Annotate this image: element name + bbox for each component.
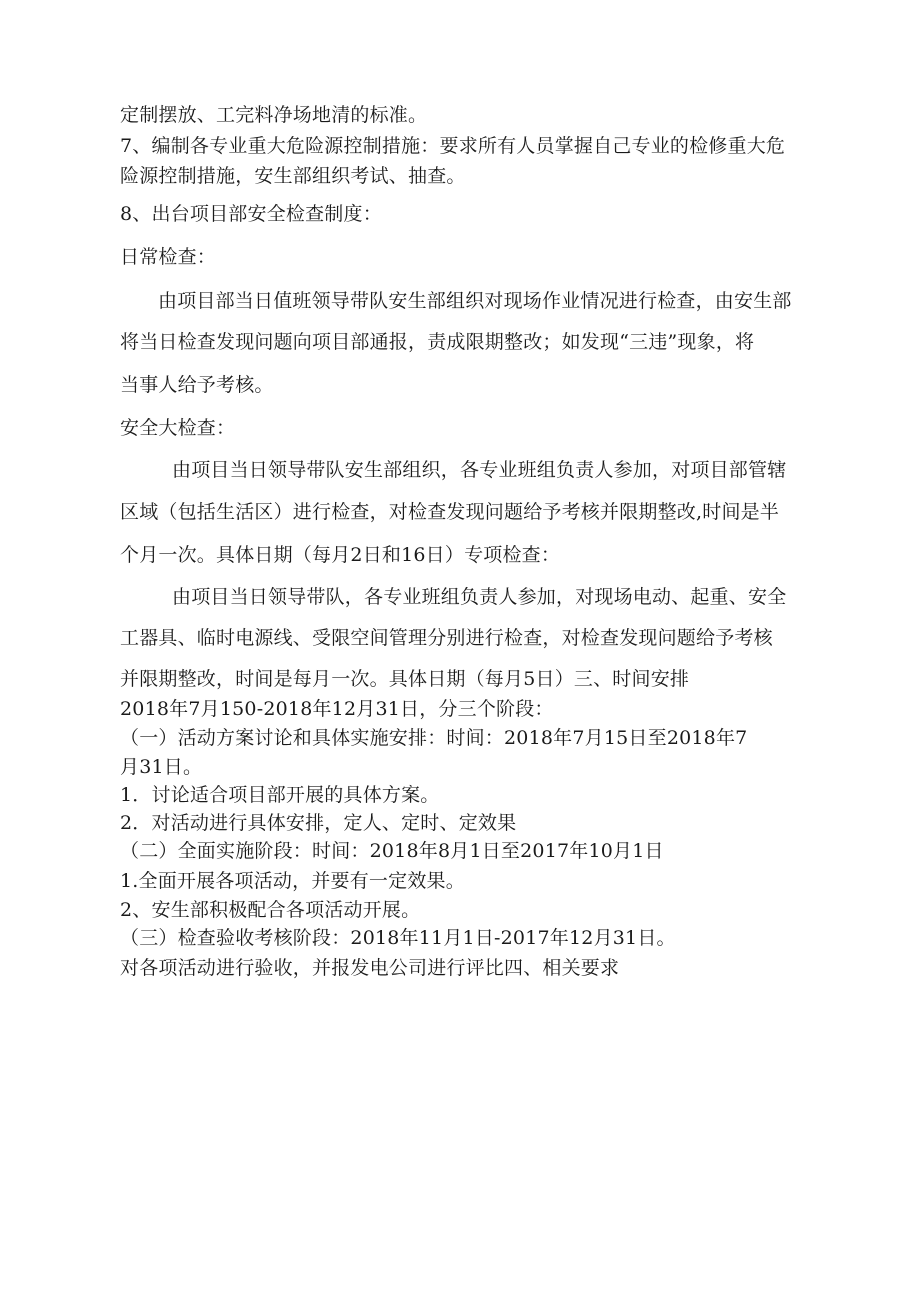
text-line: 8、出台项目部安全检查制度： <box>120 203 382 225</box>
text-line: 对各项活动进行验收，并报发电公司进行评比四、相关要求 <box>120 957 620 979</box>
text-line: 月31日。 <box>120 756 203 778</box>
text-line: 工器具、临时电源线、受限空间管理分别进行检查，对检查发现问题给予考核 <box>120 627 773 649</box>
text-line: 将当日检查发现问题向项目部通报，责成限期整改；如发现“三违”现象，将 <box>120 331 755 353</box>
text-line: 由项目部当日值班领导带队安生部组织对现场作业情况进行检查，由安生部 <box>158 290 792 312</box>
text-line: 并限期整改，时间是每月一次。具体日期（每月5日）三、时间安排 <box>120 668 690 690</box>
text-line: 2．对活动进行具体安排，定人、定时、定效果 <box>120 812 517 834</box>
text-line: 由项目当日领导带队安生部组织，各专业班组负责人参加，对项目部管辖 <box>172 459 787 481</box>
text-line: 2、安生部积极配合各项活动开展。 <box>120 899 421 921</box>
text-line: （二）全面实施阶段：时间：2018年8月1日至2017年10月1日 <box>120 840 664 862</box>
text-line: 7、编制各专业重大危险源控制措施：要求所有人员掌握自己专业的检修重大危 <box>120 135 786 157</box>
text-line: 1．讨论适合项目部开展的具体方案。 <box>120 784 440 806</box>
text-line: 险源控制措施，安生部组织考试、抽查。 <box>120 165 466 187</box>
text-line: 2018年7月150-2018年12月31日，分三个阶段： <box>120 698 554 720</box>
text-line: 1.全面开展各项活动，并要有一定效果。 <box>120 870 465 892</box>
text-line: 当事人给予考核。 <box>120 374 274 396</box>
text-line: 定制摆放、工完料净场地清的标准。 <box>120 104 428 126</box>
text-line: 区域（包括生活区）进行检查，对检查发现问题给予考核并限期整改,时间是半 <box>120 501 780 523</box>
text-line: 日常检查： <box>120 246 217 268</box>
text-line: （一）活动方案讨论和具体实施安排：时间：2018年7月15日至2018年7 <box>120 727 748 749</box>
text-line: 安全大检查： <box>120 417 236 439</box>
text-line: （三）检查验收考核阶段：2018年11月1日-2017年12月31日。 <box>120 927 676 949</box>
text-line: 由项目当日领导带队，各专业班组负责人参加，对现场电动、起重、安全 <box>172 586 787 608</box>
text-line: 个月一次。具体日期（每月2日和16日）专项检查： <box>120 544 561 566</box>
